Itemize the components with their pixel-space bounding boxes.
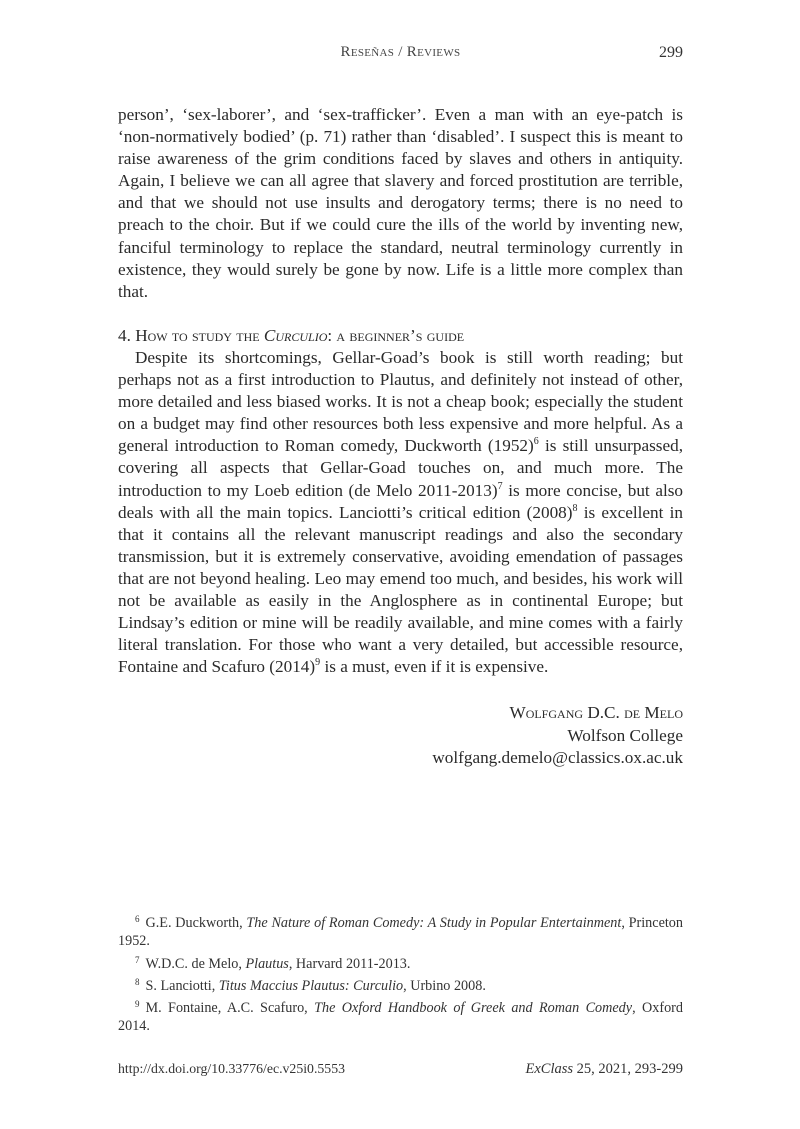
footnote-text: , Princeton 1952. [118, 915, 683, 950]
footnote-number: 8 [135, 976, 140, 987]
footnote-title: The Oxford Handbook of Greek and Roman Comedy [314, 1000, 633, 1017]
section-heading-italic: Curculio [263, 325, 328, 345]
article-body [118, 104, 683, 678]
running-head-title: Reseñas / Reviews [340, 44, 461, 60]
journal-citation [526, 1061, 684, 1078]
footnote-title: The Nature of Roman Comedy: A Study in Popular Entertainment [246, 915, 622, 931]
paragraph-text: Despite its shortcomings, Gellar-Goad’s book is still worth reading; but perhaps not as a first introduction to Plautus, and definitely not instead of other, more detailed and less biased works. It is not a cheap book; especially the student on a budget may find other resources both less expensive and more helpful. As a general introduction to Roman comedy, Duckworth (1952) [118, 347, 683, 456]
section-heading [118, 325, 683, 347]
footnotes [118, 910, 683, 1036]
author-affiliation: Wolfson College [567, 725, 683, 745]
footnote-6 [118, 910, 683, 951]
paragraph-beginners-guide [118, 347, 683, 678]
doi-link[interactable]: http://dx.doi.org/10.33776/ec.v25i0.5553 [118, 1061, 346, 1076]
author-name: Wolfgang D.C. de Melo [509, 703, 683, 722]
footnote-number: 9 [135, 999, 140, 1010]
footnote-title: Plautus [245, 955, 289, 972]
paragraph-text: is still unsurpassed, covering all aspects that Gellar-Goad touches on, and much more. The introduction to my Loeb edition (de Melo 2011-2013) [118, 436, 683, 500]
journal-name: ExClass [525, 1061, 574, 1077]
footnote-7 [118, 951, 683, 973]
footnote-text: S. Lanciotti, [145, 977, 219, 994]
section-heading-suffix: : a beginner’s guide [327, 325, 465, 345]
paragraph-text: is more concise, but also deals with all the main topics. Lanciotti’s critical edition (2008) [118, 480, 684, 522]
author-email[interactable]: wolfgang.demelo@classics.ox.ac.uk [432, 748, 683, 767]
footnote-number: 7 [135, 954, 140, 965]
footnote-text: , Oxford 2014. [118, 1000, 683, 1035]
footnote-text: G.E. Duckworth, [145, 915, 247, 931]
section-heading-prefix: How to study the [135, 325, 260, 345]
citation-details: 25, 2021, 293-299 [573, 1061, 683, 1077]
footnote-text: , Harvard 2011-2013. [288, 955, 411, 972]
section-number: 4. [118, 325, 131, 345]
footnote-text: W.D.C. de Melo, [145, 955, 246, 972]
paragraph-text: is a must, even if it is expensive. [320, 657, 549, 677]
footnote-ref-6[interactable]: 6 [533, 436, 539, 448]
footnote-8 [118, 973, 683, 995]
footnote-9 [118, 995, 683, 1036]
paragraph-text: is excellent in that it contains all the relevant manuscript readings and also the secondary transmission, but it is extremely conservative, avoiding emendation of passages that are not beyond healing. Leo may emend too much, and besides, his work will not be available as easily in the Anglosphere as in continental Europe; but Lindsay’s edition or mine will be readily available, and mine comes with a fairly literal translation. For those who want a very detailed, but accessible resource, Fontaine and Scafuro (2014) [118, 502, 683, 677]
footnote-ref-8[interactable]: 8 [572, 502, 578, 514]
footnote-text: , Urbino 2008. [403, 977, 486, 994]
footnote-text: M. Fontaine, A.C. Scafuro, [145, 1000, 315, 1017]
page-number: 299 [659, 44, 683, 61]
footnote-number: 6 [135, 914, 140, 924]
running-head [118, 44, 683, 66]
footnote-ref-7[interactable]: 7 [497, 480, 503, 492]
author-signature [432, 702, 683, 770]
footnote-ref-9[interactable]: 9 [315, 657, 321, 669]
footnote-title: Titus Maccius Plautus: Curculio [218, 977, 404, 994]
paragraph-continuation: person’, ‘sex-laborer’, and ‘sex-trafficker’. Even a man with an eye-patch is ‘non-normatively bodied’ (p. 71) rather than ‘disabled’. I suspect this is meant to raise awareness of the grim conditions faced by slaves and others in antiquity. Again, I believe we can all agree that slavery and forced prostitution are terrible, and that we should not use insults and derogatory terms; there is no need to preach to the choir. But if we could cure the ills of the world by inventing new, fanciful terminology to replace the standard, neutral terminology currently in existence, they would surely be gone by now. Life is a little more complex than that. [118, 105, 683, 301]
